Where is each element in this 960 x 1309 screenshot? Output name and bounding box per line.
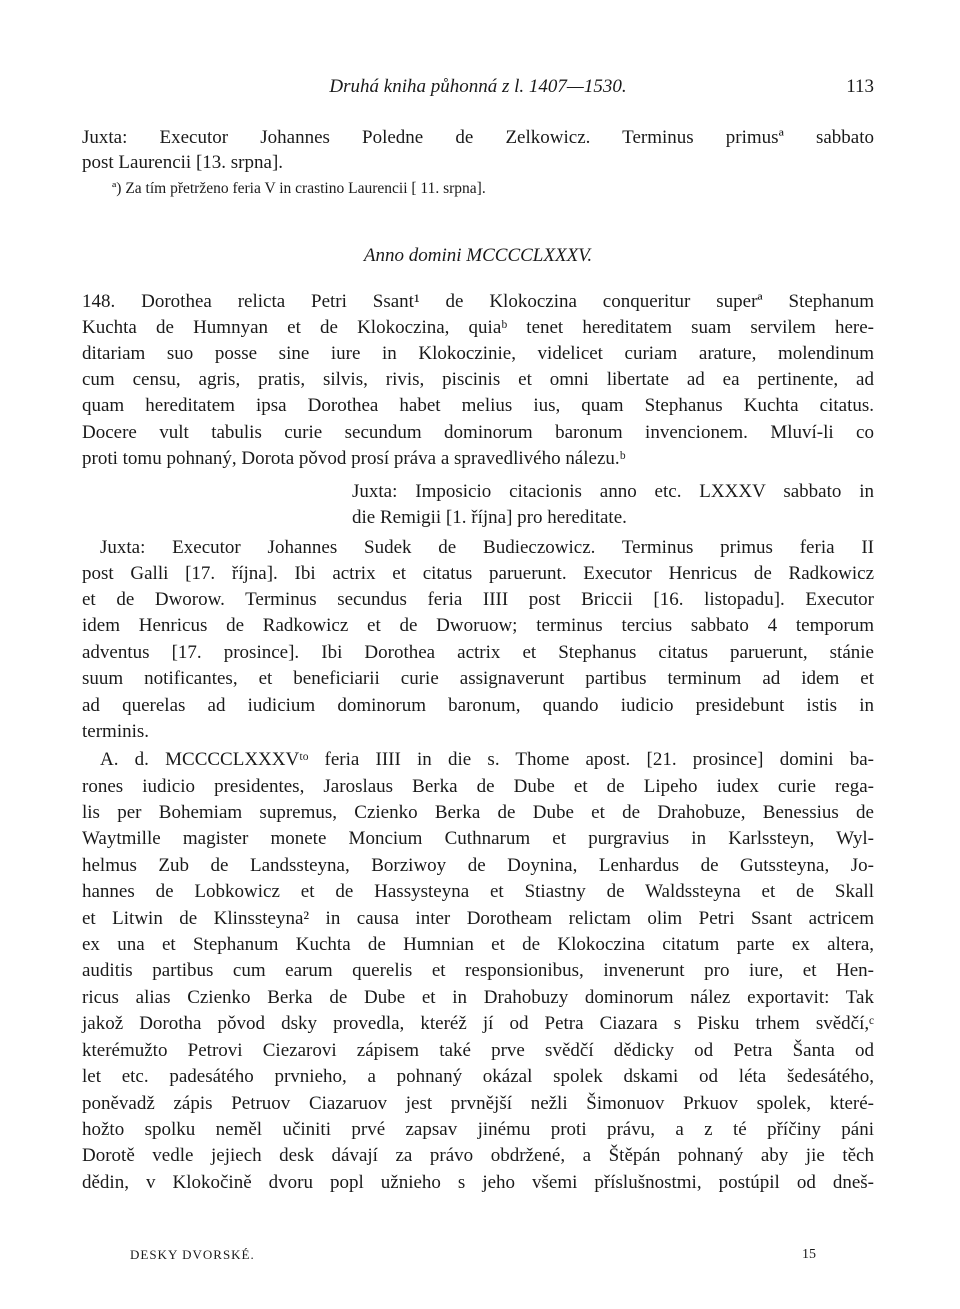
text-line: post Laurencii [13. srpna].	[82, 152, 284, 173]
text-line: Kuchta de Humnyan et de Klokoczina, quiaᵇ tenet hereditatem suam servilem here-	[82, 317, 874, 338]
text-line: ditariam suo posse sine iure in Klokoczinie, videlicet curiam arature, molendinum	[82, 343, 874, 364]
text-line: ad querelas ad iudicium dominorum baronum, quando iudicio presidebunt istis in	[82, 695, 874, 716]
text-line: helmus Zub de Landssteyna, Borziwoy de Doynina, Lenhardus de Gutssteyna, Jo-	[82, 855, 874, 876]
page-footer	[130, 1247, 816, 1263]
text-line: terminis.	[82, 721, 150, 742]
text-line: Juxta: Imposicio citacionis anno etc. LXXXV sabbato in	[352, 481, 874, 502]
signature-mark: DESKY DVORSKÉ.	[130, 1247, 255, 1262]
text-line: cum censu, agris, pratis, silvis, rivis, piscinis et omni libertate ad ea pertinente, ad	[82, 369, 874, 390]
text-line: idem Henricus de Radkowicz et de Dworuow; terminus tercius sabbato 4 temporum	[82, 615, 874, 636]
text-line: Docere vult tabulis curie secundum dominorum baronum invencionem. Mluví-li co	[82, 422, 874, 443]
text-line: 148. Dorothea relicta Petri Ssant¹ de Klokoczina conqueritur superª Stephanum	[82, 291, 874, 312]
text-line: post Galli [17. října]. Ibi actrix et citatus paruerunt. Executor Henricus de Radkowicz	[82, 563, 874, 584]
text-line: A. d. MCCCCLXXXVᵗᵒ feria IIII in die s. Thome apost. [21. prosince] domini ba-	[100, 749, 874, 770]
text-line: kterémužto Petrovi Ciezarovi zápisem také prve svědčí dědicky od Petra Šanta od	[82, 1040, 874, 1061]
text-line: hožto spolku neměl učiniti prvé zapsav jinému proti právu, a z té příčiny páni	[82, 1119, 874, 1140]
text-line: die Remigii [1. října] pro hereditate.	[352, 507, 627, 528]
text-line: let etc. padesátého prvnieho, a pohnaný okázal spolek dskami od léta šedesátého,	[82, 1066, 874, 1087]
sheet-number: 15	[802, 1247, 816, 1262]
text-line: jakož Dorotha pǒvod dsky provedla, kteréž jí od Petra Ciazara s Pisku trhem svědčí,ᶜ	[82, 1013, 874, 1034]
text-line: adventus [17. prosince]. Ibi Dorothea actrix et Stephanus citatus paruerunt, stánie	[82, 642, 874, 663]
footnote-line: ª) Za tím přetrženo feria V in crastino Laurencii [ 11. srpna].	[112, 180, 486, 197]
text-line: ricus alias Czienko Berka de Dube et in Drahobuzy dominorum nález exportavit: Tak	[82, 987, 874, 1008]
text-line: hannes de Lobkowicz et de Hassysteyna et Stiastny de Waldssteyna et de Skall	[82, 881, 874, 902]
text-line: auditis partibus cum earum querelis et responsionibus, invenerunt pro iure, et Hen-	[82, 960, 874, 981]
text-line: Dorotě vedle jejiech desk dávají za právo obdržené, a Štěpán pohnaný aby jie těch	[82, 1145, 874, 1166]
text-line: proti tomu pohnaný, Dorota pǒvod prosí práva a spravedlivého nálezu.ᵇ	[82, 448, 626, 469]
header-title: Druhá kniha půhonná z l. 1407—1530.	[329, 76, 627, 97]
text-line: et de Dworow. Terminus secundus feria IIII post Briccii [16. listopadu]. Executor	[82, 589, 874, 610]
text-line: poněvadž zápis Petruov Ciazaruov jest prvnější nežli Šimonuov Prkuov spolek, které-	[82, 1093, 874, 1114]
text-line: Juxta: Executor Johannes Sudek de Budieczowicz. Terminus primus feria II	[100, 537, 874, 558]
text-line: quam hereditatem ipsa Dorothea habet melius ius, quam Stephanus Kuchta citatus.	[82, 395, 874, 416]
text-line: rones iudicio presidentes, Jaroslaus Berka de Dube et de Lipeho iudex curie rega-	[82, 776, 874, 797]
section-heading: Anno domini MCCCCLXXXV.	[363, 245, 593, 266]
text-line: lis per Bohemiam supremus, Czienko Berka de Dube et de Drahobuze, Benessius de	[82, 802, 874, 823]
running-header	[82, 76, 874, 102]
text-line: Waytmille magister monete Moncium Cuthnarum et purgravius in Karlssteyn, Wyl-	[82, 828, 874, 849]
page-number: 113	[846, 76, 874, 97]
text-line: Juxta: Executor Johannes Poledne de Zelkowicz. Terminus primusª sabbato	[82, 127, 874, 148]
text-line: et Litwin de Klinssteyna² in causa inter Dorotheam relictam olim Petri Ssant actricem	[82, 908, 874, 929]
text-line: suum notificantes, et beneficiarii curie assignaverunt partibus terminum ad idem et	[82, 668, 874, 689]
text-line: ex una et Stephanum Kuchta de Humnian et de Klokoczina citatum parte ex altera,	[82, 934, 874, 955]
text-line: dědin, v Klokočině dvoru popl užnieho s jeho všemi příslušnostmi, postúpil od dneš-	[82, 1172, 874, 1193]
